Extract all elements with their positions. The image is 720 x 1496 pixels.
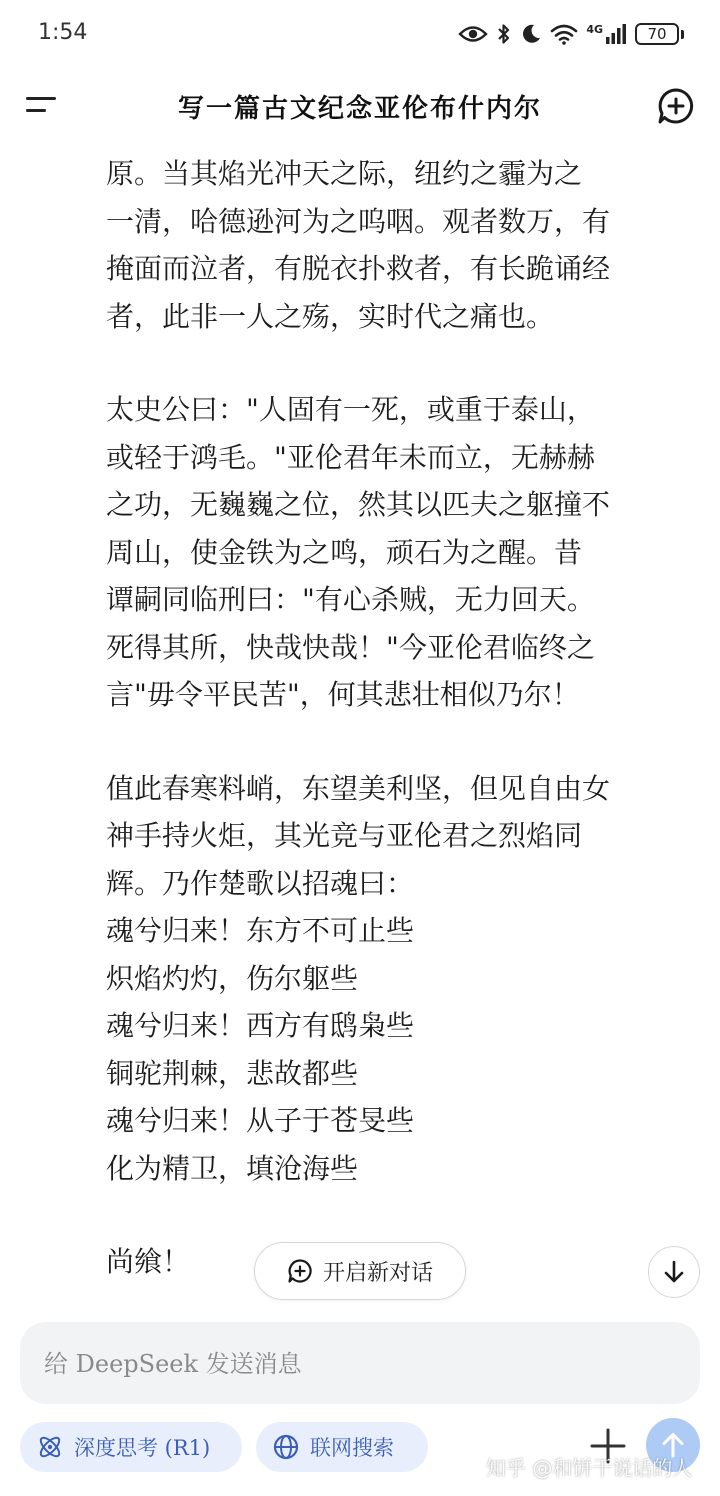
message-paragraph: 太史公曰："人固有一死，或重于泰山， 或轻于鸿毛。"亚伦君年未而立，无赫赫 之功，无巍巍之位，然其以匹夫之躯撞不 周山，使金铁为之鸣，顽石为之醒。昔 谭嗣同临刑曰："有心杀贼，无力回天。 死得其所，快哉快哉！"今亚伦君临终之 言"毋令平民苦"，何其悲壮相似乃尔！ bbox=[106, 393, 611, 711]
status-icons bbox=[458, 16, 684, 52]
status-bar bbox=[0, 0, 720, 68]
message-poem-block bbox=[106, 765, 696, 1193]
status-time: 1:54 bbox=[38, 20, 88, 45]
web-search-toggle[interactable] bbox=[256, 1422, 428, 1472]
poem-line: 铜驼荆棘，悲故都些 bbox=[106, 1056, 359, 1090]
web-search-label: 联网搜索 bbox=[310, 1436, 394, 1460]
poem-line: 化为精卫，填沧海些 bbox=[106, 1151, 359, 1185]
wifi-icon bbox=[550, 23, 578, 45]
signal-icon bbox=[605, 23, 627, 45]
battery-level: 70 bbox=[635, 23, 679, 45]
message-paragraph: 原。当其焰光冲天之际，纽约之霾为之 一清，哈德逊河为之呜咽。观者数万，有 掩面而泣者，有脱衣扑救者，有长跪诵经 者，此非一人之殇，实时代之痛也。 bbox=[106, 157, 611, 333]
message-paragraph: 值此春寒料峭，东望美利坚，但见自由女 神手持火炬，其光竞与亚伦君之烈焰同 辉。乃作楚歌以招魂曰： bbox=[106, 771, 611, 900]
new-chat-icon bbox=[287, 1258, 313, 1284]
assistant-message bbox=[106, 150, 696, 1332]
deep-think-toggle[interactable] bbox=[20, 1422, 242, 1472]
scroll-to-bottom-button[interactable] bbox=[648, 1246, 700, 1298]
page-title: 写一篇古文纪念亚伦布什内尔 bbox=[177, 94, 542, 124]
network-type-label: 4G bbox=[586, 22, 603, 36]
bluetooth-icon bbox=[496, 22, 512, 46]
menu-icon bbox=[26, 97, 56, 100]
battery-icon bbox=[635, 23, 684, 45]
poem-line: 炽焰灼灼，伤尔躯些 bbox=[106, 961, 359, 995]
app-header bbox=[0, 74, 720, 138]
new-chat-button[interactable] bbox=[656, 86, 696, 126]
moon-icon bbox=[520, 23, 542, 45]
new-chat-icon bbox=[656, 86, 696, 126]
message-input[interactable] bbox=[42, 1322, 676, 1406]
message-closing: 尚飨！ bbox=[106, 1245, 191, 1278]
new-dialog-button[interactable] bbox=[254, 1242, 466, 1300]
watermark: 知乎 @和饼干说话的人 bbox=[486, 1456, 693, 1480]
deep-think-label: 深度思考 (R1) bbox=[74, 1436, 211, 1460]
globe-icon bbox=[272, 1433, 300, 1461]
eye-icon bbox=[458, 24, 488, 44]
menu-button[interactable] bbox=[24, 88, 64, 124]
arrow-down-icon bbox=[662, 1259, 686, 1285]
poem-line: 魂兮归来！西方有鸱枭些 bbox=[106, 1009, 415, 1042]
new-dialog-label: 开启新对话 bbox=[322, 1260, 433, 1286]
poem-line: 魂兮归来！从子于苍旻些 bbox=[106, 1104, 415, 1137]
poem-line: 魂兮归来！东方不可止些 bbox=[106, 914, 415, 947]
atom-icon bbox=[36, 1433, 64, 1461]
message-input-box bbox=[20, 1322, 700, 1404]
